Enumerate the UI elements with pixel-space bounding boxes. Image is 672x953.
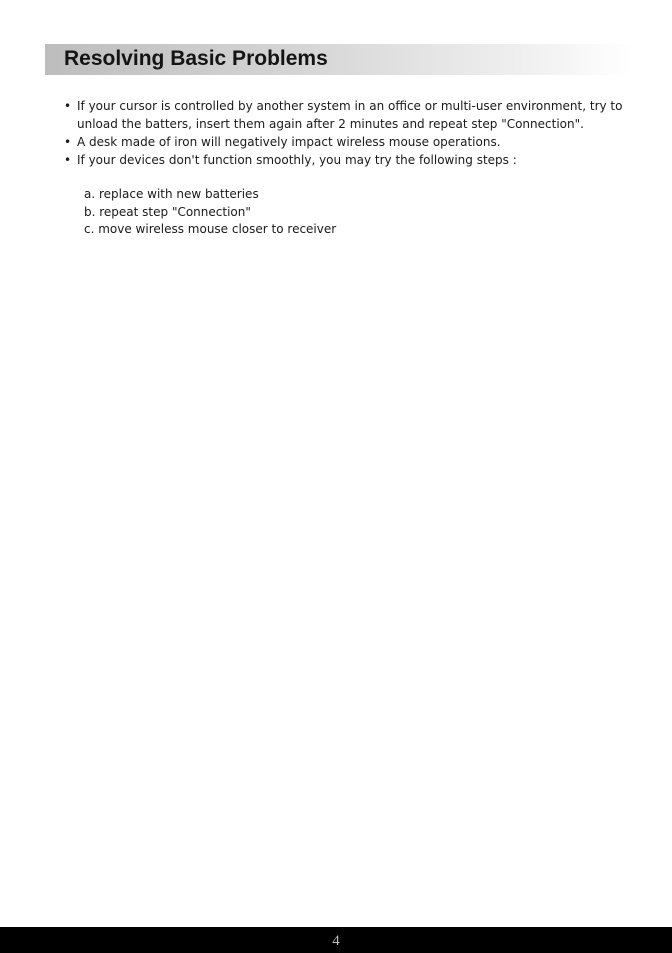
list-item — [64, 97, 624, 133]
step-item: a. replace with new batteries — [84, 187, 259, 201]
list-item-text: If your devices don't function smoothly, you may try the following steps : — [77, 153, 517, 167]
page-footer — [0, 927, 672, 953]
page-title: Resolving Basic Problems — [64, 47, 328, 70]
step-item: b. repeat step "Connection" — [84, 204, 251, 219]
step-item: c. move wireless mouse closer to receiver — [84, 222, 337, 236]
list-item — [64, 151, 624, 169]
list-item-text: If your cursor is controlled by another system in an office or multi-user environment, try to unload the batters, insert them again after 2 minutes and repeat step "Connection". — [77, 99, 623, 131]
section-title-bar — [45, 44, 631, 75]
bullet-marker: • — [64, 135, 72, 149]
bullet-marker: • — [64, 99, 72, 113]
bullet-marker: • — [64, 153, 72, 167]
troubleshooting-steps — [84, 186, 336, 239]
page-number: 4 — [332, 933, 340, 949]
problem-list — [64, 97, 624, 169]
list-item-text: A desk made of iron will negatively impact wireless mouse operations. — [77, 135, 501, 149]
list-item — [64, 133, 624, 151]
